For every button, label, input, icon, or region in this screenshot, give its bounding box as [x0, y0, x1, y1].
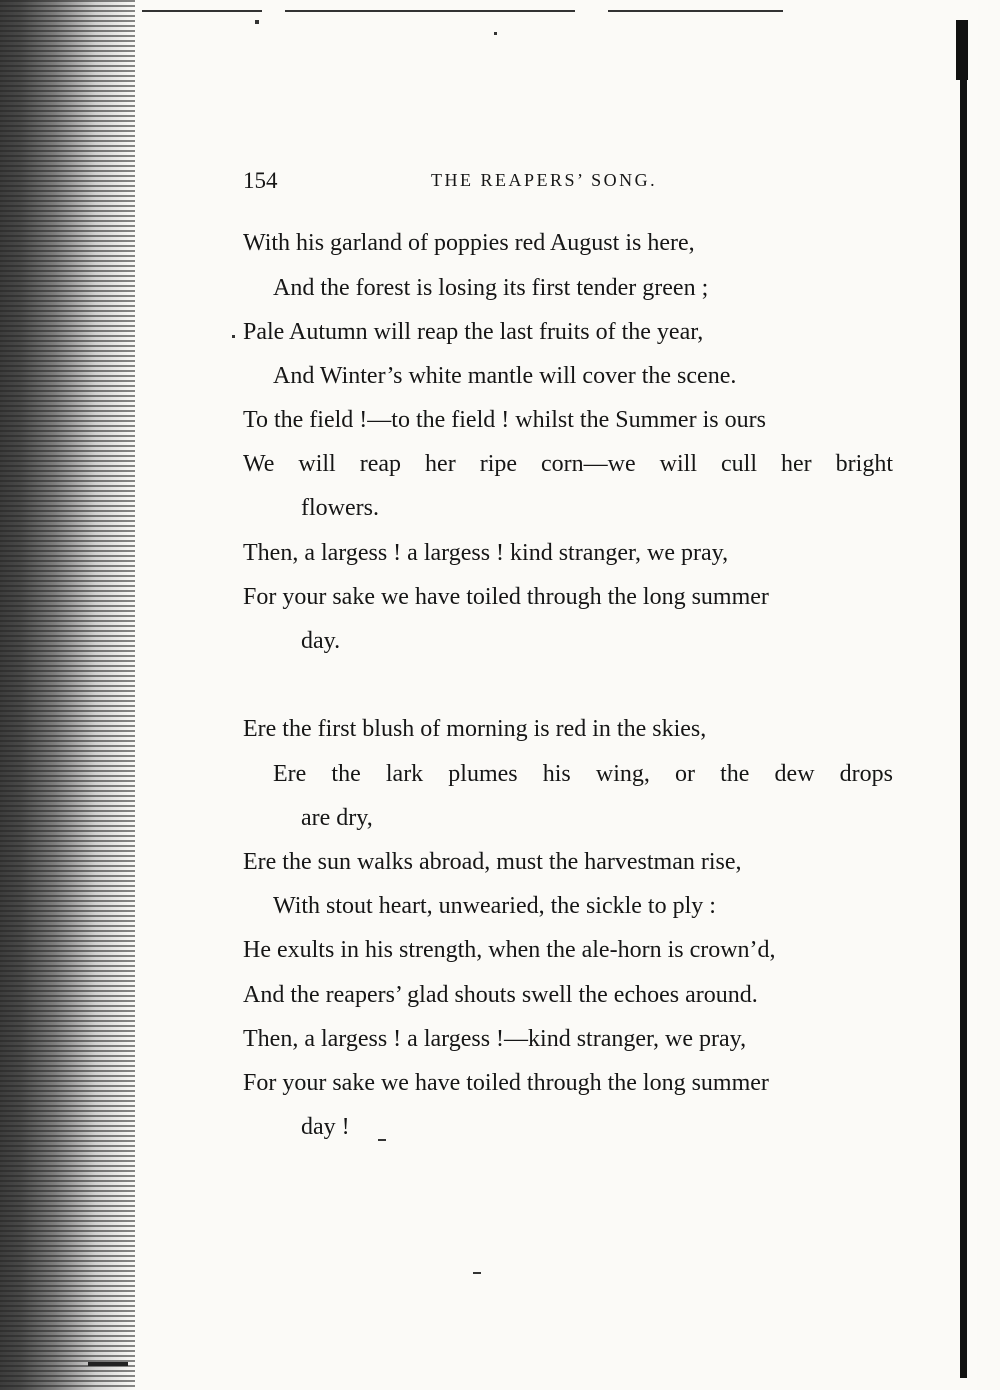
verse-line: And Winter’s white mantle will cover the scene.	[273, 363, 737, 389]
verse-line: Ere the sun walks abroad, must the harvestman rise,	[243, 849, 742, 875]
verse-line: To the field !—to the field ! whilst the Summer is ours	[243, 407, 766, 433]
verse-line: With his garland of poppies red August is here,	[243, 230, 695, 256]
verse-line: And the reapers’ glad shouts swell the echoes around.	[243, 982, 758, 1008]
page-number: 154	[243, 168, 278, 193]
verse-line: Ere the first blush of morning is red in the skies,	[243, 716, 707, 742]
verse-line: For your sake we have toiled through the long summer	[243, 1070, 769, 1096]
binding-gutter-shadow	[0, 0, 135, 1390]
verse-line-continuation: day.	[301, 628, 341, 654]
verse-line: For your sake we have toiled through the long summer	[243, 584, 769, 610]
verse-line: Pale Autumn will reap the last fruits of the year,	[243, 319, 704, 345]
ink-speck	[378, 1139, 386, 1141]
ink-speck	[494, 32, 497, 35]
verse-line-continuation: day !	[301, 1114, 350, 1140]
verse-line: He exults in his strength, when the ale-horn is crown’d,	[243, 937, 776, 963]
running-title: THE REAPERS’ SONG.	[431, 170, 658, 190]
verse-line: With stout heart, unwearied, the sickle to ply :	[273, 893, 716, 919]
verse-line: Then, a largess ! a largess ! kind stranger, we pray,	[243, 540, 729, 566]
ink-speck	[232, 335, 235, 338]
verse-line: Then, a largess ! a largess !—kind stranger, we pray,	[243, 1026, 747, 1052]
verse-line: Ere the lark plumes his wing, or the dew drops	[273, 761, 893, 787]
gutter-mark	[88, 1362, 128, 1366]
verse-line: We will reap her ripe corn—we will cull her bright	[243, 451, 893, 477]
verse-line-continuation: are dry,	[301, 805, 373, 831]
top-edge-rule	[285, 10, 575, 12]
verse-line-continuation: flowers.	[301, 495, 379, 521]
top-edge-rule	[608, 10, 783, 12]
verse-line: And the forest is losing its first tender green ;	[273, 275, 709, 301]
ink-speck	[473, 1272, 481, 1274]
running-header	[243, 168, 893, 198]
right-edge-shadow	[960, 20, 967, 1378]
ink-speck	[255, 20, 259, 24]
top-edge-rule	[142, 10, 262, 12]
